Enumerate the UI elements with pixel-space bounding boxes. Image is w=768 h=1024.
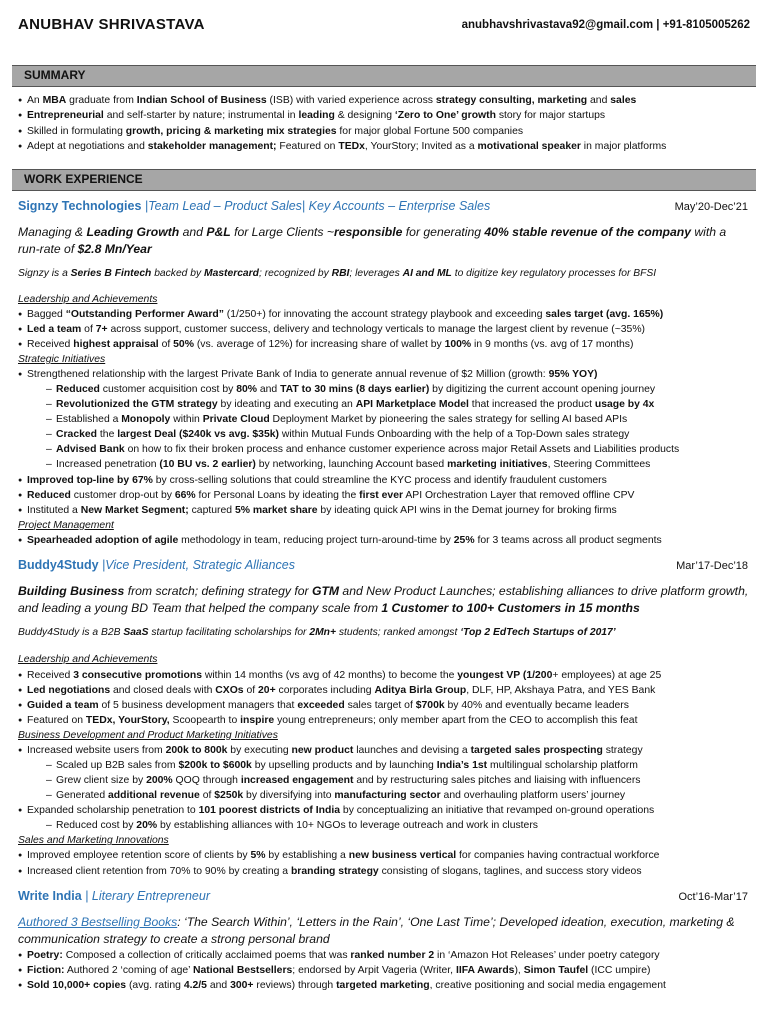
body-text: (1/250+) for innovating the account strategy playbook and exceeding xyxy=(223,308,546,320)
emphasis-text: Building Business xyxy=(18,583,125,598)
emphasis-text: TEDx, YourStory, xyxy=(85,714,170,726)
emphasis-text: Poetry: xyxy=(27,950,63,962)
emphasis-text: 5% market share xyxy=(234,504,318,516)
body-text: QOQ through xyxy=(172,775,241,787)
bullet-item xyxy=(18,743,750,758)
sales-list xyxy=(18,848,750,878)
emphasis-text: 300+ xyxy=(230,980,254,992)
body-text: and xyxy=(179,225,207,240)
emphasis-text: Entrepreneurial xyxy=(27,110,104,122)
emphasis-text: stakeholder management; xyxy=(147,140,277,152)
emphasis-text: 25% xyxy=(453,534,475,546)
emphasis-text: Series B Fintech xyxy=(70,267,152,279)
body-text: of 5 business development managers that xyxy=(98,699,298,711)
bullet-item xyxy=(18,367,750,382)
body-text: Signzy is a xyxy=(18,267,71,279)
body-text: ; endorsed by Arpit Vageria (Writer, xyxy=(292,965,456,977)
summary-section-title: SUMMARY xyxy=(12,65,756,87)
emphasis-text: API Marketplace Model xyxy=(355,399,469,411)
job-headline xyxy=(18,224,750,259)
emphasis-text: motivational speaker xyxy=(477,140,581,152)
body-text: for Large Clients ~ xyxy=(230,225,334,240)
bullet-item xyxy=(18,488,750,503)
body-text: Adept at negotiations and xyxy=(27,140,148,152)
emphasis-text: Private Cloud xyxy=(202,414,270,426)
subsection-heading: Leadership and Achievements xyxy=(18,293,158,305)
body-text: Established a xyxy=(56,414,122,426)
emphasis-text: Reduced xyxy=(56,384,100,396)
body-text: for 3 teams across all product segments xyxy=(474,534,662,546)
body-text: Authored 2 ‘coming of age’ xyxy=(64,965,193,977)
emphasis-text: Advised Bank xyxy=(56,444,125,456)
body-text: story for major startups xyxy=(495,110,606,122)
writing-list xyxy=(18,948,750,993)
emphasis-text: SaaS xyxy=(123,626,149,638)
emphasis-text: India’s 1st xyxy=(436,760,488,771)
subsection-heading: Sales and Marketing Innovations xyxy=(18,835,169,847)
resume-header xyxy=(18,0,750,50)
body-text: Composed a collection of critically acclaimed poems that was xyxy=(62,950,351,962)
emphasis-text: youngest VP (1/200 xyxy=(457,669,553,681)
emphasis-text: MBA xyxy=(42,95,67,107)
body-text: by cross-selling solutions that could streamline the KYC process and identify fraudulent customers xyxy=(152,474,607,486)
emphasis-text: P&L xyxy=(206,225,231,240)
emphasis-text: 5% xyxy=(250,850,266,862)
initiative-list xyxy=(18,367,750,518)
body-text: by networking, launching Account based xyxy=(255,459,448,471)
body-text: of xyxy=(243,684,259,696)
emphasis-text: 50% xyxy=(173,338,194,350)
emphasis-text: marketing initiatives xyxy=(447,459,548,471)
body-text: of xyxy=(199,790,215,802)
emphasis-text: manufacturing sector xyxy=(334,790,441,802)
emphasis-text: Mastercard xyxy=(204,267,259,279)
body-text: methodology in team, reducing project turn-around-time by xyxy=(178,534,454,546)
emphasis-text: ‘Zero to One’ growth xyxy=(394,110,496,122)
emphasis-text: targeted marketing xyxy=(336,980,430,992)
body-text: that increased the product xyxy=(468,399,595,411)
job-headline xyxy=(18,914,750,949)
body-text: by establishing a xyxy=(265,850,349,862)
body-text: customer drop-out by xyxy=(70,489,175,501)
bullet-item xyxy=(18,848,750,863)
body-text: in ‘Amazon Hot Releases’ under poetry category xyxy=(434,950,660,962)
emphasis-text: TAT to 30 mins (8 days earlier) xyxy=(280,384,430,396)
body-text: within Mutual Funds Onboarding with the help of a Top-Down sales strategy xyxy=(278,429,630,441)
emphasis-text: Cracked xyxy=(56,429,98,441)
body-text: and xyxy=(256,384,281,396)
body-text: Improved employee retention score of clients by xyxy=(27,850,251,862)
emphasis-text: sales xyxy=(610,95,637,107)
body-text: in major platforms xyxy=(580,140,667,152)
contact-separator: | xyxy=(656,18,660,31)
company-name: Buddy4Study xyxy=(18,557,99,572)
work-experience-section-title: WORK EXPERIENCE xyxy=(12,169,756,191)
sub-bullet-item xyxy=(18,382,750,397)
emphasis-text: additional revenue xyxy=(108,790,200,802)
body-text: (avg. rating xyxy=(126,980,184,992)
sub-bullet-item xyxy=(18,758,750,773)
body-text: , YourStory; Invited as a xyxy=(364,140,478,152)
emphasis-text: GTM xyxy=(311,583,340,598)
company-name: Write India xyxy=(18,888,82,903)
emphasis-text: New Market Segment; xyxy=(80,504,189,516)
body-text: , creative positioning and social media engagement xyxy=(429,980,666,992)
emphasis-text: 3 consecutive promotions xyxy=(73,669,202,681)
body-text: Managing & xyxy=(18,225,87,240)
emphasis-text: 2Mn+ xyxy=(309,626,336,638)
emphasis-text: National Bestsellers xyxy=(192,965,293,977)
emphasis-text: 1 Customer to 100+ Customers in 15 months xyxy=(381,601,640,616)
emphasis-text: Revolutionized the GTM strategy xyxy=(56,399,218,411)
body-text: the xyxy=(97,429,118,441)
bullet-item xyxy=(18,533,750,548)
body-text: and xyxy=(206,980,231,992)
body-text: Received xyxy=(27,669,74,681)
body-text: Bagged xyxy=(27,308,66,320)
job-dates: May’20-Dec’21 xyxy=(674,201,748,214)
emphasis-text: Sold 10,000+ copies xyxy=(27,980,127,992)
phone-number[interactable]: +91-8105005262 xyxy=(662,18,750,31)
emphasis-text: Guided a team xyxy=(27,699,99,711)
subsection-heading: Strategic Initiatives xyxy=(18,353,106,365)
body-text: students; ranked amongst xyxy=(335,626,461,638)
emphasis-text: Reduced xyxy=(27,489,71,501)
body-text: Instituted a xyxy=(27,504,81,516)
body-text: , DLF, HP, Akshaya Patra, and YES Bank xyxy=(466,684,656,696)
body-text: Expanded scholarship penetration to xyxy=(27,805,199,817)
emphasis-text: CXOs xyxy=(215,684,244,696)
body-text: Featured on xyxy=(27,714,86,726)
emphasis-text: Simon Taufel xyxy=(523,965,589,977)
emphasis-text: Aditya Birla Group xyxy=(374,684,467,696)
emphasis-text: Improved top-line by 67% xyxy=(27,474,153,486)
job-dates: Mar’17-Dec’18 xyxy=(676,559,748,572)
body-text: within 14 months (vs avg of 42 months) to become the xyxy=(201,669,458,681)
body-text: of xyxy=(158,338,174,350)
body-text: An xyxy=(27,95,43,107)
job-role: |Team Lead – Product Sales| Key Accounts – Enterprise Sales xyxy=(141,199,491,214)
emphasis-text: 200% xyxy=(146,775,173,787)
bullet-item xyxy=(18,503,750,518)
body-text: ; leverages xyxy=(349,267,403,279)
contact-info xyxy=(462,17,750,34)
body-text: by establishing alliances with 10+ NGOs to leverage outreach and work in clusters xyxy=(157,820,538,832)
body-text: by diversifying into xyxy=(243,790,335,802)
body-text: in 9 months (vs. avg of 17 months) xyxy=(471,338,634,350)
body-text: Strengthened relationship with the largest Private Bank of India to generate annual revenue of $2 Million (growth: xyxy=(27,369,549,380)
body-text: by ideating quick API wins in the Demat journey for broking firms xyxy=(317,504,617,516)
body-text: Deployment Market by pioneering the sales strategy for selling AI based APIs xyxy=(269,414,628,426)
body-text: on how to fix their broken process and enhance customer experience across major Retail Assets and Liabilities products xyxy=(124,444,680,456)
body-text: and by restructuring sales pitches and liaising with influencers xyxy=(353,775,641,787)
body-text: launches and devising a xyxy=(353,744,471,756)
sub-bullet-item xyxy=(18,442,750,457)
emphasis-text: 95% YOY) xyxy=(548,369,598,380)
job-header-signzy xyxy=(18,197,750,216)
subsection-heading: Business Development and Product Marketing Initiatives xyxy=(18,729,278,741)
emphasis-text: targeted sales prospecting xyxy=(470,744,603,756)
emphasis-text: largest Deal ($240k vs avg. $35k) xyxy=(117,429,279,441)
body-text: Reduced cost by xyxy=(56,820,137,832)
summary-item xyxy=(18,108,750,123)
body-text: for Personal Loans by ideating the xyxy=(195,489,360,501)
emphasis-text: growth, pricing & marketing mix strategies xyxy=(125,125,337,137)
body-text: multilingual scholarship platform xyxy=(487,760,638,771)
company-description xyxy=(18,267,750,282)
body-text: for generating xyxy=(402,225,485,240)
body-text: backed by xyxy=(151,267,205,279)
body-text: for major global Fortune 500 companies xyxy=(336,125,524,137)
body-text: of xyxy=(81,323,96,335)
body-text: customer acquisition cost by xyxy=(99,384,237,396)
bullet-item xyxy=(18,322,750,337)
body-text: across support, customer success, delivery and technology verticals to manage the largest client by revenue (~35%) xyxy=(107,323,646,335)
body-text: (vs. average of 12%) for increasing share of wallet by xyxy=(193,338,445,350)
sub-bullet-item xyxy=(18,397,750,412)
body-text: + employees) at age 25 xyxy=(552,669,662,681)
body-text: and closed deals with xyxy=(110,684,216,696)
body-text: Received xyxy=(27,338,74,350)
achievement-list xyxy=(18,668,750,728)
body-text: and New Product Launches; establishing alliances to drive platform growth, and leading a young BD Team that helped the company scale from xyxy=(18,583,749,616)
company-description xyxy=(18,626,750,641)
body-text: graduate from xyxy=(66,95,137,107)
body-text: consisting of slogans, taglines, and success story videos xyxy=(378,865,642,877)
body-text: sales target of xyxy=(344,699,416,711)
body-text: Scaled up B2B sales from xyxy=(56,760,179,771)
company-name: Signzy Technologies xyxy=(18,199,142,214)
job-role: | Literary Entrepreneur xyxy=(81,888,210,903)
bullet-item xyxy=(18,307,750,322)
emphasis-text: RBI xyxy=(331,267,350,279)
emphasis-text: ranked number 2 xyxy=(350,950,435,962)
body-text: with a run-rate of xyxy=(18,225,727,257)
sub-bullet-item xyxy=(18,457,750,472)
subsection-heading: Project Management xyxy=(18,519,114,531)
body-text: young entrepreneurs; only member apart from the CEO to accomplish this feat xyxy=(274,714,638,726)
body-text: to digitize key regulatory processes for BFSI xyxy=(451,267,657,279)
emphasis-text: TEDx xyxy=(338,140,365,152)
project-list xyxy=(18,533,750,548)
emphasis-text: 200k to 800k xyxy=(165,744,228,756)
emphasis-text: $250k xyxy=(214,790,244,802)
body-text: captured xyxy=(188,504,235,516)
emphasis-text: 40% stable revenue of the company xyxy=(484,225,691,240)
emphasis-text: Indian School of Business xyxy=(136,95,267,107)
emphasis-text: 7+ xyxy=(95,323,108,335)
emphasis-text: ‘Top 2 EdTech Startups of 2017’ xyxy=(460,626,616,638)
body-text: ; recognized by xyxy=(258,267,332,279)
emphasis-text: 101 poorest districts of India xyxy=(198,805,341,817)
emphasis-text: IIFA Awards xyxy=(455,965,515,977)
body-text: startup facilitating scholarships for xyxy=(148,626,310,638)
books-link[interactable]: Authored 3 Bestselling Books xyxy=(18,914,178,929)
bullet-item xyxy=(18,713,750,728)
emphasis-text: AI and ML xyxy=(402,267,452,279)
summary-item xyxy=(18,139,750,154)
body-text: Skilled in formulating xyxy=(27,125,126,137)
body-text: within xyxy=(170,414,203,426)
body-text: ), xyxy=(514,965,524,977)
emphasis-text: 4.2/5 xyxy=(183,980,207,992)
emphasis-text: Fiction: xyxy=(27,965,65,977)
job-header-buddy4study xyxy=(18,556,750,575)
bullet-item xyxy=(18,948,750,963)
emphasis-text: first ever xyxy=(359,489,404,501)
bullet-item xyxy=(18,683,750,698)
body-text: by upselling products and by launching xyxy=(251,760,437,771)
emphasis-text: branding strategy xyxy=(290,865,379,877)
body-text: and self-starter by nature; instrumental in xyxy=(103,110,299,122)
sub-bullet-item xyxy=(18,788,750,803)
emphasis-text: 80% xyxy=(236,384,257,396)
emphasis-text: highest appraisal xyxy=(73,338,159,350)
body-text: , Steering Committees xyxy=(547,459,651,471)
body-text: reviews) through xyxy=(253,980,337,992)
job-dates: Oct’16-Mar’17 xyxy=(678,890,748,903)
body-text: strategy xyxy=(602,744,643,756)
body-text: for companies having contractual workforce xyxy=(456,850,660,862)
headline-text: : ‘The Search Within’, ‘Letters in the Rain’, ‘One Last Time’; Developed ideation, execution, marketing & communication strategy to create a strong personal brand xyxy=(18,914,735,946)
initiative-list xyxy=(18,743,750,833)
bullet-item xyxy=(18,337,750,352)
emphasis-text: inspire xyxy=(240,714,275,726)
body-text: Grew client size by xyxy=(56,775,147,787)
job-role: |Vice President, Strategic Alliances xyxy=(98,557,295,572)
bullet-item xyxy=(18,978,750,993)
job-headline xyxy=(18,583,750,618)
body-text: corporates including xyxy=(275,684,375,696)
body-text: by conceptualizing an initiative that revamped on-ground operations xyxy=(340,805,655,817)
email-address[interactable]: anubhavshrivastava92@gmail.com xyxy=(461,18,654,31)
body-text: Increased website users from xyxy=(27,744,166,756)
body-text: Buddy4Study is a B2B xyxy=(18,626,124,638)
candidate-name: ANUBHAV SHRIVASTAVA xyxy=(18,16,205,34)
emphasis-text: $700k xyxy=(415,699,445,711)
emphasis-text: leading xyxy=(298,110,335,122)
summary-item xyxy=(18,93,750,108)
body-text: by 40% and eventually became leaders xyxy=(444,699,629,711)
body-text: by ideating and executing an xyxy=(217,399,356,411)
body-text: Increased client retention from 70% to 90% by creating a xyxy=(27,865,291,877)
bullet-item xyxy=(18,668,750,683)
emphasis-text: Led a team xyxy=(27,323,82,335)
emphasis-text: Monopoly xyxy=(121,414,171,426)
emphasis-text: responsible xyxy=(334,225,403,240)
body-text: (ISB) with varied experience across xyxy=(266,95,436,107)
sub-bullet-item xyxy=(18,427,750,442)
summary-item xyxy=(18,124,750,139)
body-text: and overhauling platform users’ journey xyxy=(440,790,626,802)
emphasis-text: “Outstanding Performer Award” xyxy=(65,308,224,320)
body-text: Increased penetration xyxy=(56,459,160,471)
emphasis-text: 66% xyxy=(174,489,196,501)
emphasis-text: strategy consulting, marketing xyxy=(435,95,588,107)
emphasis-text: sales target (avg. 165%) xyxy=(545,308,664,320)
emphasis-text: exceeded xyxy=(297,699,345,711)
emphasis-text: Leading Growth xyxy=(86,225,180,240)
body-text: and xyxy=(587,95,611,107)
emphasis-text: 100% xyxy=(444,338,472,350)
body-text: (ICC umpire) xyxy=(588,965,651,977)
bullet-item xyxy=(18,698,750,713)
bullet-item xyxy=(18,473,750,488)
bullet-item xyxy=(18,963,750,978)
bullet-item xyxy=(18,864,750,879)
body-text: API Orchestration Layer that removed offline CPV xyxy=(403,489,635,501)
emphasis-text: $200k to $600k xyxy=(178,760,252,771)
body-text: Featured on xyxy=(276,140,339,152)
subsection-heading: Leadership and Achievements xyxy=(18,654,158,666)
body-text: Generated xyxy=(56,790,108,802)
sub-bullet-item xyxy=(18,412,750,427)
body-text: Scoopearth to xyxy=(169,714,241,726)
job-header-write-india xyxy=(18,887,750,906)
sub-bullet-item xyxy=(18,818,750,833)
body-text: & designing xyxy=(334,110,395,122)
emphasis-text: 20% xyxy=(136,820,158,832)
body-text: by executing xyxy=(227,744,292,756)
emphasis-text: 20+ xyxy=(258,684,276,696)
emphasis-text: (10 BU vs. 2 earlier) xyxy=(159,459,256,471)
summary-list xyxy=(18,93,750,153)
sub-bullet-item xyxy=(18,773,750,788)
emphasis-text: new product xyxy=(291,744,354,756)
emphasis-text: usage by 4x xyxy=(594,399,655,411)
emphasis-text: Spearheaded adoption of agile xyxy=(27,534,179,546)
achievement-list xyxy=(18,307,750,352)
body-text: by digitizing the current account opening journey xyxy=(429,384,656,396)
emphasis-text: $2.8 Mn/Year xyxy=(77,242,152,257)
emphasis-text: increased engagement xyxy=(240,775,354,787)
body-text: from scratch; defining strategy for xyxy=(124,583,312,598)
bullet-item xyxy=(18,803,750,818)
emphasis-text: Led negotiations xyxy=(27,684,111,696)
emphasis-text: new business vertical xyxy=(348,850,457,862)
